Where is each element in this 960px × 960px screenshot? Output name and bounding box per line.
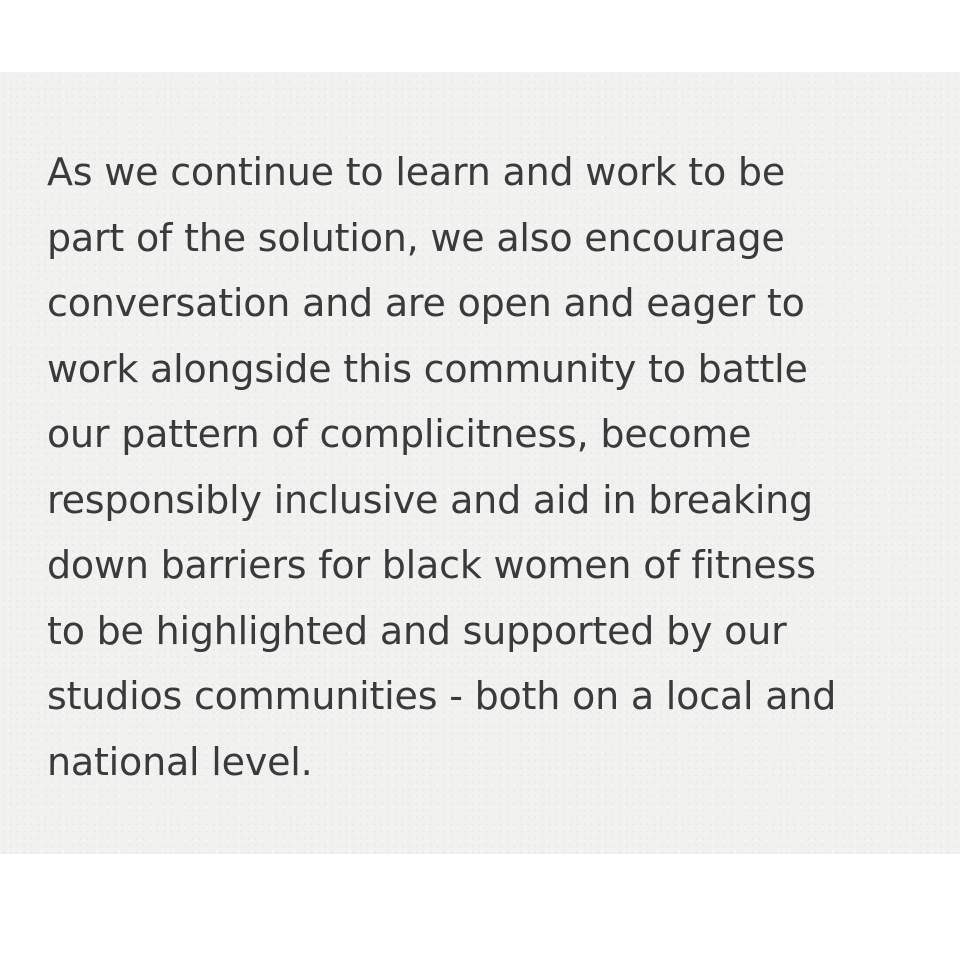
statement-line: part of the solution, we also encourage xyxy=(47,215,785,260)
statement-line: work alongside this community to battle xyxy=(47,346,808,391)
statement-line: our pattern of complicitness, become xyxy=(47,412,752,456)
statement-line: to be highlighted and supported by our xyxy=(47,608,787,653)
statement-line: studios communities - both on a local and xyxy=(47,674,837,718)
statement-line: conversation and are open and eager to xyxy=(47,281,805,325)
statement-line: down barriers for black women of fitness xyxy=(47,543,816,587)
statement-line: national level. xyxy=(47,739,313,784)
statement-text xyxy=(47,140,947,795)
statement-line: responsibly inclusive and aid in breaking xyxy=(47,477,813,522)
statement-line: As we continue to learn and work to be xyxy=(47,150,786,194)
